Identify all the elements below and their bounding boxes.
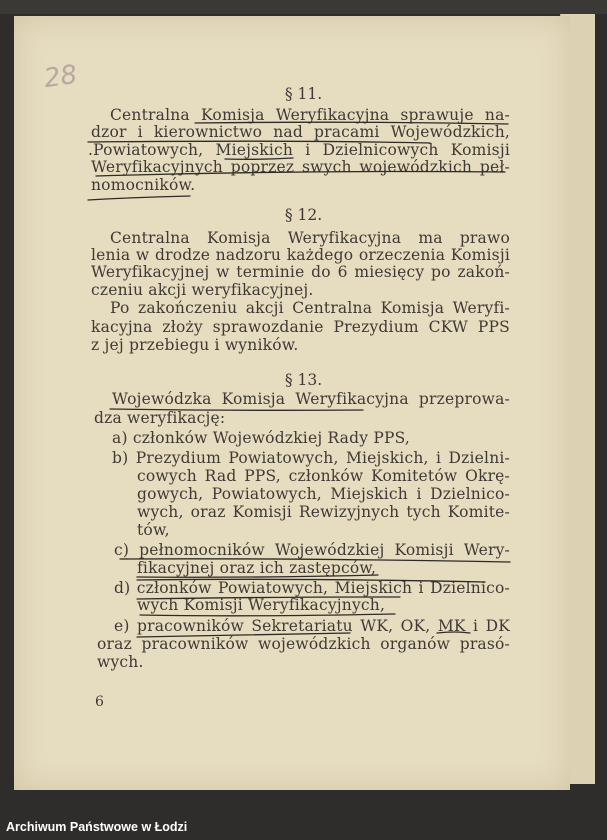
text-line: wych Komisji Weryfikacyjnych, bbox=[137, 596, 386, 614]
text-line: Wojewódzka Komisja Weryfikacyjna przeprowa- bbox=[112, 390, 510, 408]
section-13-heading: § 13. bbox=[284, 371, 323, 389]
list-item-a: a) członków Wojewódzkiej Rady PPS, bbox=[112, 429, 410, 447]
text-line: z jej przebiegu i wyników. bbox=[91, 336, 299, 354]
list-item-b: b) Prezydium Powiatowych, Miejskich, i Dzielni- bbox=[112, 449, 510, 467]
text-line: Weryfikacyjnych poprzez swych wojewódzkich peł- bbox=[91, 158, 510, 176]
text-line: Weryfikacyjnej w terminie do 6 miesięcy po zakoń- bbox=[91, 263, 510, 281]
text-line: czeniu akcji weryfikacyjnej. bbox=[91, 281, 314, 299]
list-item-e: e) pracowników Sekretariatu WK, OK, MK i DK bbox=[114, 617, 510, 635]
text-line: dzor i kierownictwo nad pracami Wojewódzkich, bbox=[91, 123, 510, 141]
text-line: kacyjna złoży sprawozdanie Prezydium CKW PPS bbox=[91, 318, 510, 336]
text-line: dza weryfikację: bbox=[94, 409, 226, 427]
page-number: 6 bbox=[95, 694, 104, 710]
section-12-heading: § 12. bbox=[284, 206, 323, 224]
section-11-heading: § 11. bbox=[284, 85, 323, 103]
text-line: Centralna Komisja Weryfikacyjna sprawuje na- bbox=[110, 106, 510, 124]
text-line: lenia w drodze nadzoru każdego orzeczenia Komisji bbox=[91, 246, 510, 264]
text-line: .Powiatowych, Miejskich i Dzielnicowych Komisji bbox=[88, 141, 510, 159]
text-line: nomocników. bbox=[91, 176, 196, 194]
text-line: fikacyjnej oraz ich zastępców, bbox=[137, 559, 377, 577]
text-line: Centralna Komisja Weryfikacyjna ma prawo bbox=[110, 229, 510, 247]
handwritten-page-number: 28 bbox=[42, 59, 80, 95]
list-item-c: c) pełnomocników Wojewódzkiej Komisji Wery- bbox=[114, 541, 510, 559]
text-line: cowych Rad PPS, członków Komitetów Okrę- bbox=[137, 467, 510, 485]
text-line: wych. bbox=[97, 653, 144, 671]
text-line: wych, oraz Komisji Rewizyjnych tych Komite- bbox=[137, 503, 510, 521]
archive-footer: Archiwum Państwowe w Łodzi bbox=[6, 820, 188, 834]
text-line: tów, bbox=[137, 521, 170, 539]
list-item-d: d) członków Powiatowych, Miejskich i Dzielnico- bbox=[114, 579, 510, 597]
text-line: Po zakończeniu akcji Centralna Komisja Weryfi- bbox=[110, 299, 510, 317]
text-line: oraz pracowników wojewódzkich organów prasó- bbox=[97, 635, 510, 653]
text-line: gowych, Powiatowych, Miejskich i Dzielnico- bbox=[137, 485, 510, 503]
